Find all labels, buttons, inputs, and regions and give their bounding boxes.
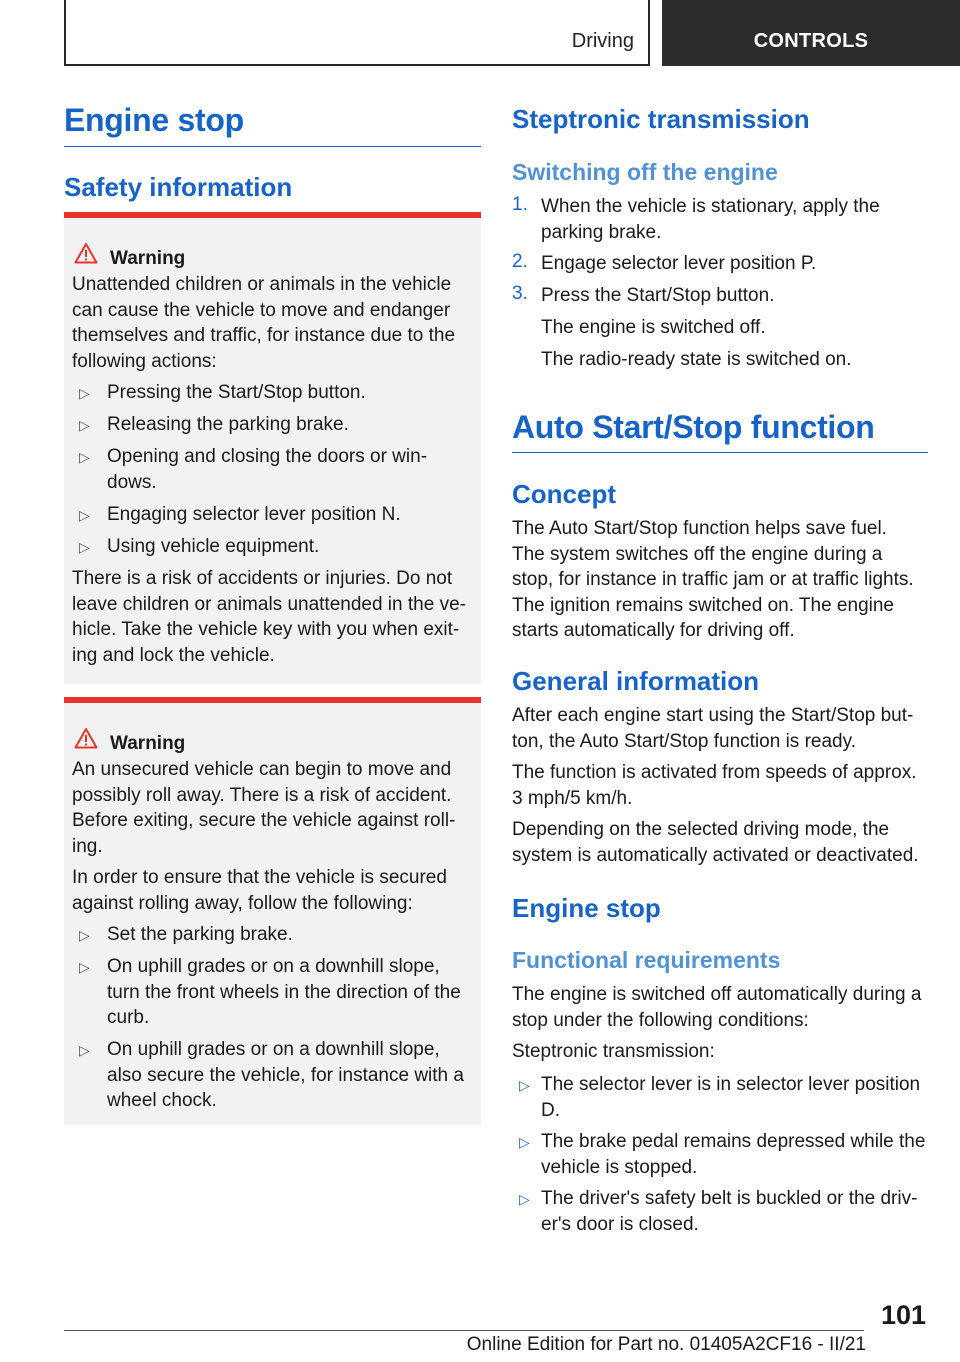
triangle-bullet-icon: ▷ <box>79 417 90 433</box>
steptronic-heading: Steptronic transmission <box>512 104 810 134</box>
switching-off-heading: Switching off the engine <box>512 159 778 185</box>
footer-rule <box>64 1330 864 1331</box>
list-item: On uphill grades or on a downhill slope, turn the front wheels in the direction of the curb. <box>107 956 461 1028</box>
header-section-tab <box>64 0 650 66</box>
warning-triangle-icon <box>74 727 98 749</box>
chapter-name: CONTROLS <box>753 30 869 52</box>
page-title: Engine stop <box>64 102 244 138</box>
list-item: Releasing the parking brake. <box>107 414 349 435</box>
list-item: Pressing the Start/Stop button. <box>107 382 366 403</box>
title-rule <box>512 452 928 453</box>
functional-requirements-heading: Functional requirements <box>512 947 781 973</box>
step-number: 3. <box>512 283 528 304</box>
warning-triangle-icon <box>74 242 98 264</box>
warning-title: Warning <box>110 248 186 269</box>
triangle-bullet-icon: ▷ <box>519 1191 530 1207</box>
list-item: Set the parking brake. <box>107 924 293 945</box>
general-information-heading: General information <box>512 666 760 696</box>
triangle-bullet-icon: ▷ <box>79 449 90 465</box>
header-chapter-tab <box>662 0 960 66</box>
section-name: Driving <box>571 30 634 52</box>
list-item: Using vehicle equipment. <box>107 536 320 557</box>
steptronic-label: Steptronic transmission: <box>512 1041 715 1062</box>
list-item: On uphill grades or on a downhill slope, also secure the vehicle, for instance with a wheel chock. <box>107 1039 464 1111</box>
triangle-bullet-icon: ▷ <box>79 385 90 401</box>
general-text-3: Depending on the selected driving mode, the system is automatically activated or deactivated. <box>512 819 919 866</box>
step-number: 1. <box>512 194 528 215</box>
general-text-1: After each engine start using the Start/Stop but- ton, the Auto Start/Stop function is ready. <box>512 705 914 752</box>
concept-heading: Concept <box>512 479 616 509</box>
step-text: When the vehicle is stationary, apply the parking brake. <box>541 196 880 243</box>
list-item: The driver's safety belt is buckled or the driv- er's door is closed. <box>541 1188 918 1235</box>
engine-stop-heading: Engine stop <box>512 893 661 923</box>
step-number: 2. <box>512 251 528 272</box>
triangle-bullet-icon: ▷ <box>79 959 90 975</box>
triangle-bullet-icon: ▷ <box>79 1042 90 1058</box>
triangle-bullet-icon: ▷ <box>519 1134 530 1150</box>
auto-start-stop-title: Auto Start/Stop function <box>512 409 875 445</box>
warning2-intro: An unsecured vehicle can begin to move and possibly roll away. There is a risk of accident. Before exiting, secure the vehicle against roll- ing. <box>72 759 456 857</box>
step-text: Engage selector lever position P. <box>541 253 817 274</box>
warning1-intro: Unattended children or animals in the vehicle can cause the vehicle to move and endanger themselves and traffic, for instance due to the following actions: <box>72 274 456 372</box>
list-item: Engaging selector lever position N. <box>107 504 401 525</box>
title-rule <box>64 146 481 147</box>
warning1-outro: There is a risk of accidents or injuries. Do not leave children or animals unattended in the ve- hicle. Take the vehicle key with you when exit- ing and lock the vehicle. <box>72 568 466 666</box>
functional-text: The engine is switched off automatically during a stop under the following conditions: <box>512 984 922 1031</box>
list-item: Opening and closing the doors or win- dows. <box>107 446 428 493</box>
general-text-2: The function is activated from speeds of approx. 3 mph/5 km/h. <box>512 762 917 809</box>
step-result: The radio-ready state is switched on. <box>541 349 852 370</box>
step-text: Press the Start/Stop button. <box>541 285 775 306</box>
safety-heading: Safety information <box>64 172 293 202</box>
list-item: The brake pedal remains depressed while the vehicle is stopped. <box>541 1131 926 1178</box>
warning2-intro2: In order to ensure that the vehicle is secured against rolling away, follow the following: <box>72 867 447 914</box>
page-number: 101 <box>880 1300 926 1330</box>
warning-title: Warning <box>110 733 186 754</box>
step-result: The engine is switched off. <box>541 317 766 338</box>
triangle-bullet-icon: ▷ <box>79 539 90 555</box>
triangle-bullet-icon: ▷ <box>79 507 90 523</box>
concept-text: The Auto Start/Stop function helps save fuel. The system switches off the engine during a stop, for instance in traffic jam or at traffic lights. The ignition remains switched on. The engine starts automatically for driving off. <box>512 518 914 641</box>
triangle-bullet-icon: ▷ <box>519 1077 530 1093</box>
triangle-bullet-icon: ▷ <box>79 927 90 943</box>
list-item: The selector lever is in selector lever position D. <box>541 1074 921 1121</box>
footer-edition: Online Edition for Part no. 01405A2CF16 - II/21 <box>466 1334 866 1355</box>
